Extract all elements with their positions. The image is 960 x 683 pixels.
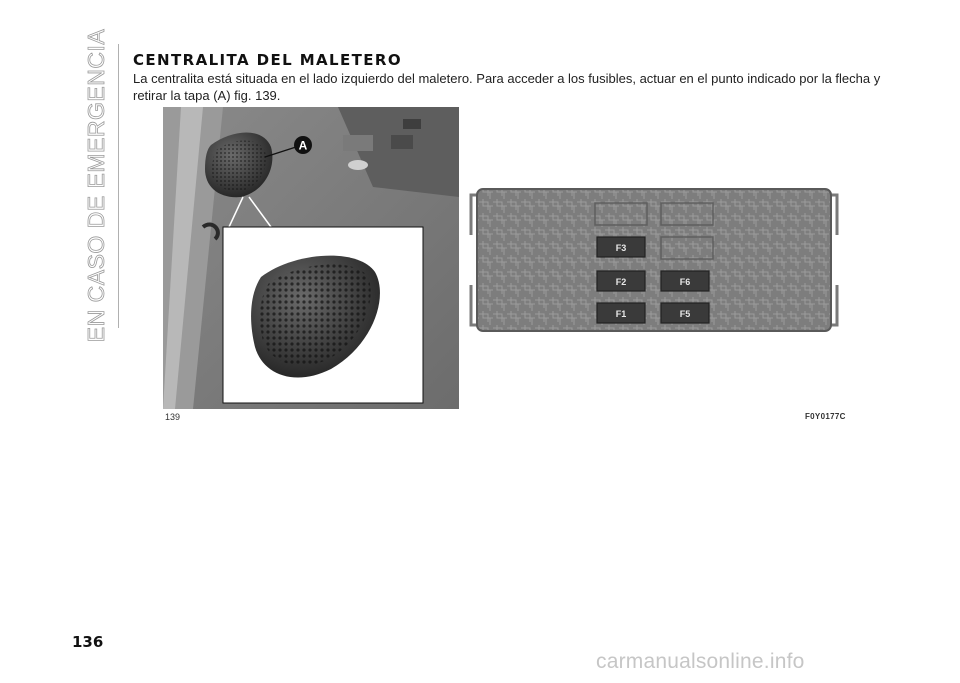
svg-text:F6: F6 xyxy=(679,277,691,287)
figure-code: F0Y0177C xyxy=(805,412,846,421)
figure-number: 139 xyxy=(165,412,181,422)
trunk-photo xyxy=(163,107,459,409)
page-number: 136 xyxy=(72,633,104,651)
section-heading: CENTRALITA DEL MALETERO xyxy=(133,51,403,69)
fuse-f1 xyxy=(597,303,645,323)
fuse-f3 xyxy=(597,237,645,257)
svg-text:F1: F1 xyxy=(615,309,627,319)
callout-a-label: A xyxy=(298,138,308,153)
fuse-f2 xyxy=(597,271,645,291)
figure-139 xyxy=(163,107,852,409)
fuse-box-drawing xyxy=(465,185,843,335)
side-divider xyxy=(118,44,119,328)
svg-text:F3: F3 xyxy=(615,243,627,253)
body-paragraph: La centralita está situada en el lado izquierdo del maletero. Para acceder a los fusibles, actuar en el punto indicado por la flecha y retirar la tapa (A) fig. 139. xyxy=(133,71,881,103)
svg-text:F5: F5 xyxy=(679,309,691,319)
section-tab-label: EN CASO DE EMERGENCIA xyxy=(83,28,110,343)
svg-text:F2: F2 xyxy=(615,277,627,287)
watermark: carmanualsonline.info xyxy=(596,650,805,673)
section-tab xyxy=(82,28,112,343)
fuse-f6 xyxy=(661,271,709,291)
fuse-f5 xyxy=(661,303,709,323)
